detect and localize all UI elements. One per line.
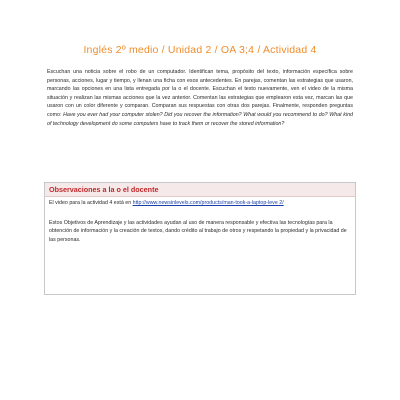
teacher-notes-title: Observaciones a la o el docente bbox=[49, 185, 159, 194]
video-note-text: El video para la actividad 4 está en bbox=[49, 200, 133, 206]
teacher-notes-box bbox=[44, 182, 356, 295]
teacher-notes-header bbox=[45, 183, 355, 197]
activity-description bbox=[47, 68, 353, 128]
video-link[interactable]: http://www.newsinlevels.com/products/man-took-a-laptop-leve 2/ bbox=[132, 200, 284, 206]
activity-title: Inglés 2º medio / Unidad 2 / OA 3;4 / Actividad 4 bbox=[83, 44, 317, 56]
teacher-notes-paragraph: Estos Objetivos de Aprendizaje y las actividades ayudan al uso de manera responsable y efectiva las tecnologías para la obtención de información y la creación de textos, dando crédito al trabajo de otros y respetando la propiedad y la privacidad de las personas. bbox=[49, 220, 347, 243]
discussion-questions: Have you ever had your computer stolen? Did you recover the information? What would you recommend to do? What kind of technology development do some computers have to track them or recover the stored information? bbox=[47, 111, 353, 127]
video-note bbox=[49, 199, 351, 207]
activity-instructions: Escuchan una noticia sobre el robo de un computador. Identifican tema, propósito del texto, información específica sobre personas, acciones, lugar y tiempo, y llenan una ficha con esos antecedentes. En parejas, comentan las estrategias que usaron, marcando las opciones en una lista entregada por la o el docente. Escuchan el texto nuevamente, ven el video de la misma situación y realizan las mismas acciones que la vez anterior. Comentan las estrategias que emplearon esta vez, marcan las que usaron con un color diferente y comparan. Comparan sus respuestas con otras dos parejas. Finalmente, responden preguntas como: bbox=[47, 69, 353, 118]
